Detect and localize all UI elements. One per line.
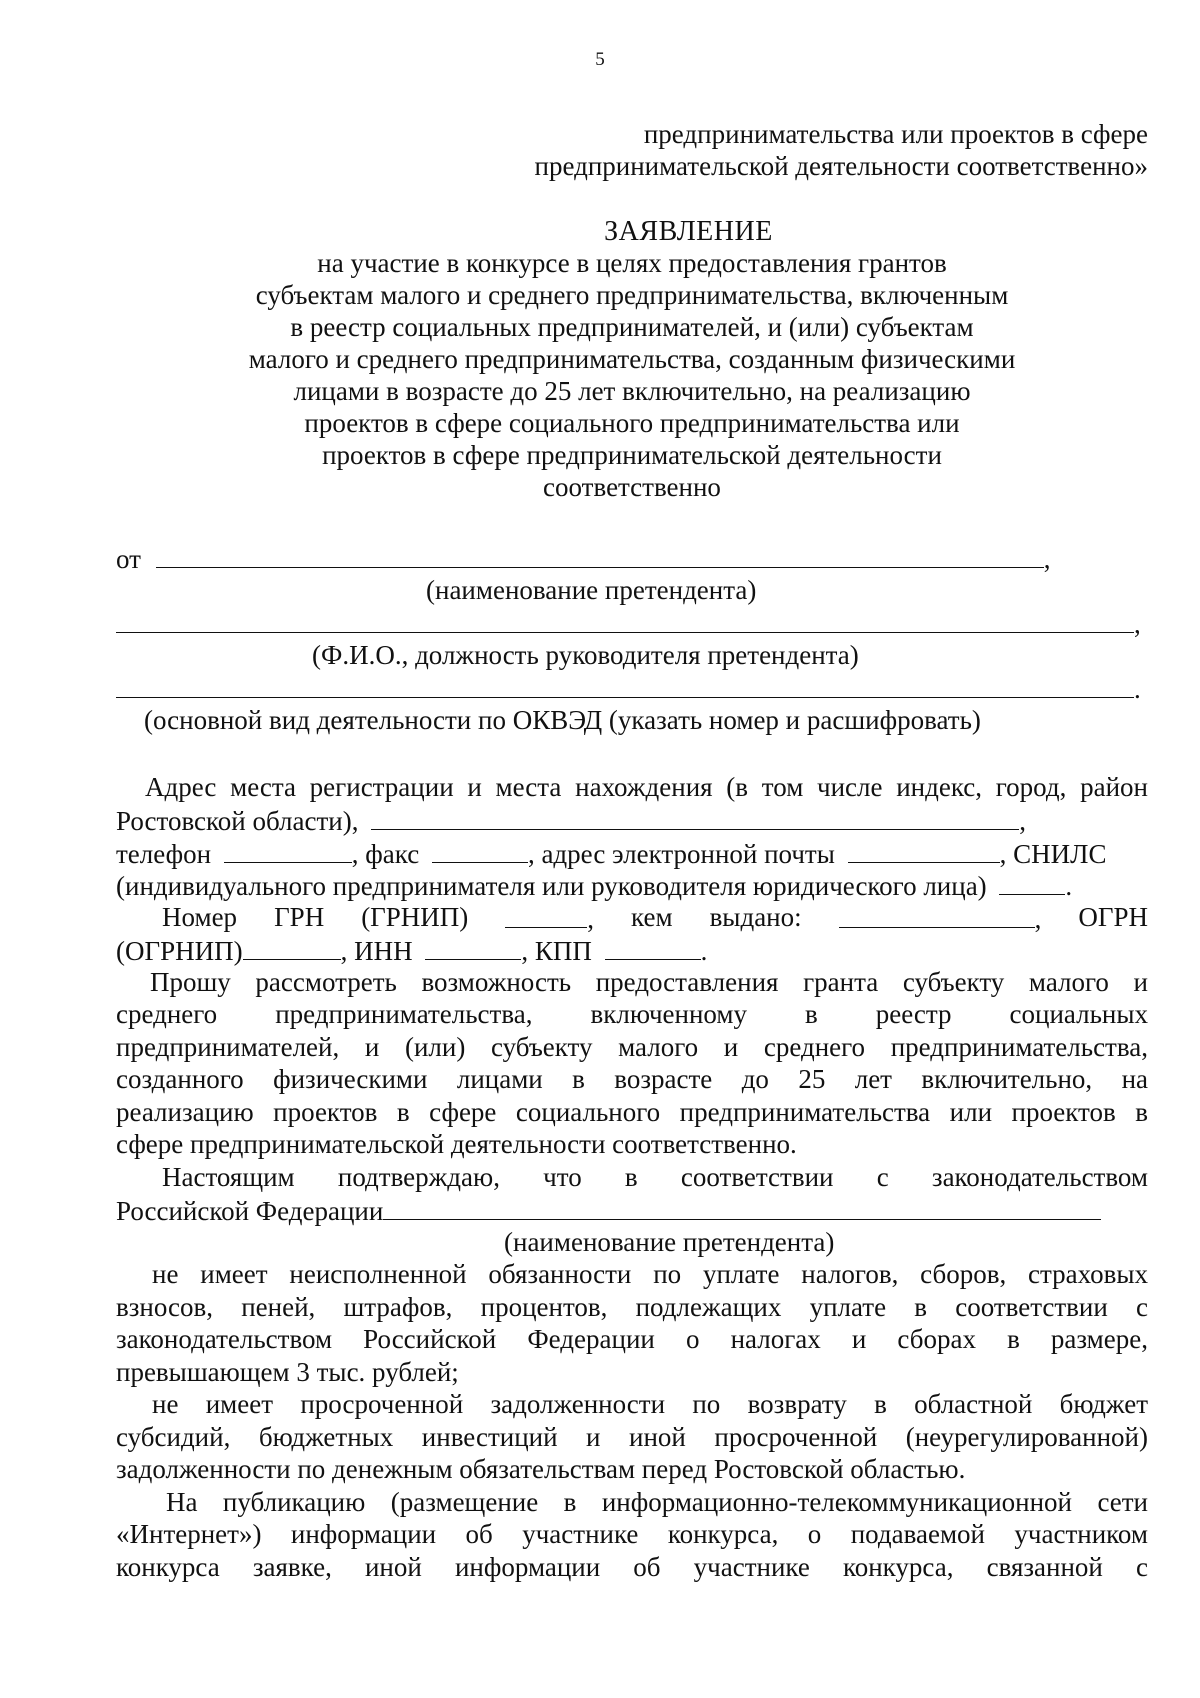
obligation1-line-3: законодательством Российской Федерации о налогах и сборах в размере, [116,1324,1148,1354]
obligation2-line-1: не имеет просроченной задолженности по возврату в областной бюджет [152,1389,1148,1419]
period: . [1134,674,1141,704]
obligation2-line-3: задолженности по денежным обязательствам перед Ростовской областью. [116,1454,966,1484]
ogrnip-line: (ОГРНИП) , ИНН , КПП . [116,933,1148,968]
snils-line: (индивидуального предпринимателя или руководителя юридического лица) . [116,868,1148,903]
confirm-applicant-field[interactable] [383,1193,1101,1220]
address-line-2: Ростовской области), , [116,803,1148,838]
subtitle-line-2: субъектам малого и среднего предпринимательства, включенным [255,280,1009,310]
subtitle-line-5: лицами в возрасте до 25 лет включительно, на реализацию [293,376,971,406]
email-field[interactable] [848,836,1000,863]
subtitle-line-1: на участие в конкурсе в целях предоставления грантов [317,248,947,278]
inn-field[interactable] [425,933,521,960]
publication-line-3: конкурса заявке, иной информации об участнике конкурса, связанной с [116,1552,1148,1582]
request-line-4: созданного физическими лицами в возрасте до 25 лет включительно, на [116,1064,1148,1094]
subtitle-line-7: проектов в сфере предпринимательской деятельности [322,440,942,470]
caption-head: (Ф.И.О., должность руководителя претендента) [312,640,859,670]
fax-field[interactable] [432,836,528,863]
subtitle-line-3: в реестр социальных предпринимателей, и (или) субъектам [290,312,974,342]
publication-line-2: «Интернет») информации об участнике конкурса, о подаваемой участником [116,1519,1148,1549]
snils-field[interactable] [999,868,1065,895]
okved-field[interactable] [116,671,1134,698]
request-line-3: предпринимателей, и (или) субъекту малого и среднего предпринимательства, [116,1032,1148,1062]
subtitle-line-6: проектов в сфере социального предпринимательства или [304,408,960,438]
grn-line: Номер ГРН (ГРНИП) , кем выдано: , ОГРН [162,902,1148,934]
head-row [116,606,1148,641]
header-line-1: предпринимательства или проектов в сфере [643,119,1148,149]
page-number: 5 [595,49,605,70]
subtitle-line-4: малого и среднего предпринимательства, созданным физическими [248,344,1016,374]
obligation1-line-4: превышающем 3 тыс. рублей; [116,1357,459,1387]
head-name-field[interactable] [116,606,1134,633]
okved-row [116,671,1148,706]
confirm-line-1: Настоящим подтверждаю, что в соответствии с законодательством [162,1162,1148,1192]
request-line-1: Прошу рассмотреть возможность предоставления гранта субъекту малого и [150,967,1148,997]
request-line-5: реализацию проектов в сфере социального предпринимательства или проектов в [116,1097,1148,1127]
caption-applicant-name: (наименование претендента) [426,575,757,605]
caption-confirm: (наименование претендента) [504,1227,835,1257]
caption-okved: (основной вид деятельности по ОКВЭД (указать номер и расшифровать) [144,705,981,735]
confirm-line-2: Российской Федерации [116,1193,1148,1228]
issued-by-field[interactable] [839,901,1035,928]
address-line-1: Адрес места регистрации и места нахождения (в том числе индекс, город, район [145,772,1148,802]
comma: , [1134,609,1141,639]
document-title: ЗАЯВЛЕНИЕ [604,216,773,247]
subtitle-line-8: соответственно [543,472,721,502]
contacts-line: телефон , факс , адрес электронной почты , СНИЛС [116,836,1148,871]
header-line-2: предпринимательской деятельности соответственно» [534,151,1148,181]
request-line-2: среднего предпринимательства, включенному в реестр социальных [116,999,1148,1029]
request-line-6: сфере предпринимательской деятельности соответственно. [116,1129,797,1159]
publication-line-1: На публикацию (размещение в информационно-телекоммуникационной сети [166,1487,1148,1517]
comma: , [1043,544,1051,574]
from-row [116,541,1148,576]
obligation2-line-2: субсидий, бюджетных инвестиций и иной просроченной (неурегулированной) [116,1422,1148,1452]
obligation1-line-2: взносов, пеней, штрафов, процентов, подлежащих уплате в соответствии с [116,1292,1148,1322]
grn-field[interactable] [505,901,587,928]
phone-field[interactable] [224,836,352,863]
ogrnip-field[interactable] [243,933,341,960]
obligation1-line-1: не имеет неисполненной обязанности по уплате налогов, сборов, страховых [152,1259,1148,1289]
kpp-field[interactable] [605,933,701,960]
address-field[interactable] [371,803,1019,830]
applicant-name-field[interactable] [156,541,1044,568]
from-label: от [116,544,141,574]
